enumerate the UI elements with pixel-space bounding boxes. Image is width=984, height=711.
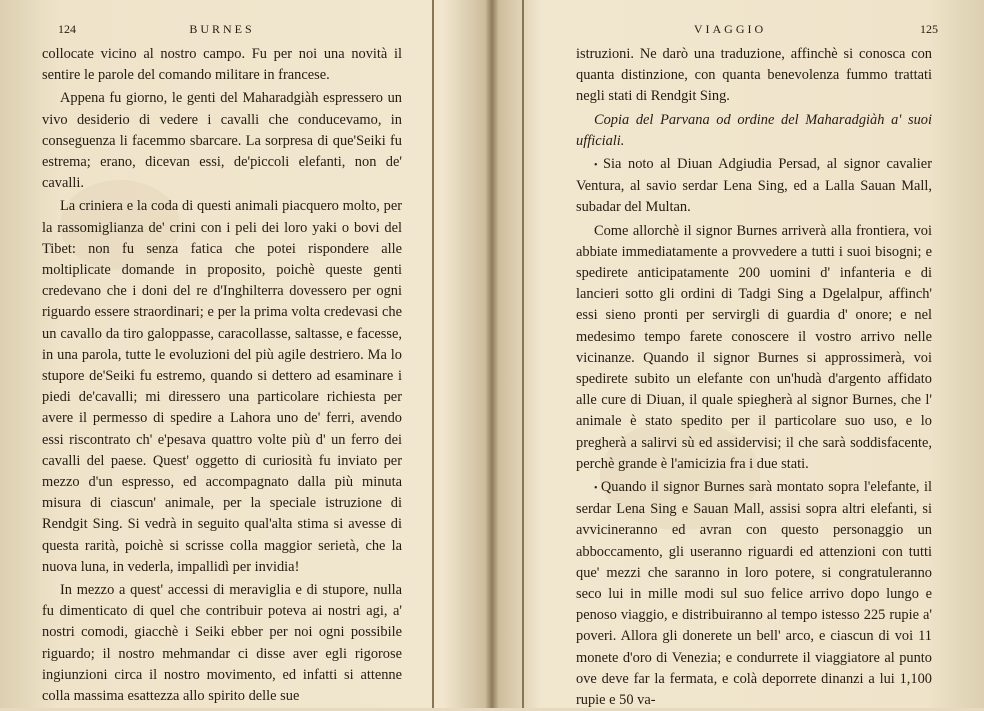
- paragraph: In mezzo a quest' accessi di meraviglia e di stupore, nulla fu dimenticato di quel che contribuir poteva ai nostri agi, a' nostri comodi, giacchè i Seiki ebber per noi ogni possibile riguardo; il nostro mehmandar ci disse aver egli rigorose ingiunzioni circa il nostro movimento, ed infatti si attenne colla massima esattezza allo spirito delle sue: [42, 582, 402, 705]
- paragraph: La criniera e la coda di questi animali piacquero molto, per la rassomiglianza de' crini con i peli dei loro yaki o bovi del Tibet: non fu senza fatica che potei rispondere alle moltiplicate domande in proposito, poichè queste genti credevano che i doni del re d'Inghilterra dovessero per ogni riguardo essere straordinari; e per la prima volta credevasi che un cavallo da tiro galoppasse, caracollasse, saltasse, e facesse, in una parola, tutte le evoluzioni del più agile destriero. Ma lo stupore de'Seiki fu estremo, quando si dettero ad esaminare i piedi de'cavalli; mi diressero una particolare richiesta per avere il permesso di spedire a Lahora uno de' ferri, avendo essi riscontrato ch' e'pesava quattro volte più d' un ferro dei cavalli del paese. Quest' oggetto di curiosità fu inviato per mezzo d'un espresso, ed accompagnato dalla più minuta misura di ciascun' animale, per la speciale istruzione di Rendgit Sing. Si vedrà in seguito qual'alta stima si avesse di questa rarità, poichè si scrisse colla maggior serietà, che la nuova luna, in vederla, impallidì per invidia!: [42, 198, 402, 575]
- page-number: 124: [58, 22, 76, 36]
- right-page-header: [552, 22, 938, 40]
- paragraph: istruzioni. Ne darò una traduzione, affinchè si conosca con quanta distinzione, con quanta benevolenza fummo trattati negli stati di Rendgit Sing.: [576, 46, 932, 105]
- page-number: 125: [920, 22, 938, 36]
- running-head: VIAGGIO: [693, 22, 767, 36]
- left-page-text: [42, 44, 402, 707]
- paragraph: • Sia noto al Diuan Adgiudia Persad, al signor cavalier Ventura, al savio serdar Lena Sing, ed a Lalla Sauan Mall, subadar del Multan.: [576, 154, 932, 219]
- paragraph: • Quando il signor Burnes sarà montato sopra l'elefante, il serdar Lena Sing e Sauan Mall, assisi sopra altri elefanti, si avvicineranno ed avran con questo personaggio un abboccamento, gli useranno riguardi ed attenzioni con tutti que' mezzi che saranno in loro potere, si congratuleranno seco lui in mille modi sul suo felice arrivo dopo lungo e penoso viaggio, e distribuiranno al tempo istesso 225 rupie a' poveri. Allora gli donerete un bell' arco, e ciascun di voi 11 monete d'oro di Venezia; e condurrete il viaggiatore al punto ove deve far la fermata, e colà deporrete dinanzi a lui 1,100 rupie e 50 va-: [576, 477, 932, 711]
- page-edge: [432, 0, 434, 708]
- paragraph-italic-heading: Copia del Parvana od ordine del Maharadgiàh a' suoi ufficiali.: [576, 111, 932, 149]
- running-head: BURNES: [189, 22, 255, 36]
- left-page: [0, 0, 490, 708]
- paragraph: collocate vicino al nostro campo. Fu per noi una novità il sentire le parole del comando militare in francese.: [42, 46, 402, 84]
- paragraph: Come allorchè il signor Burnes arriverà alla frontiera, voi abbiate immediatamente a provvedere a tutti i suoi bisogni; e spedirete anticipatamente 200 uomini d' infanteria e di lancieri sotto gli ordini di Tadgi Sing a Dgelalpur, affinch' essi sieno pronti per servirgli di guardia d' onore; e nel medesimo tempo farete conoscere il vostro arrivo nelle vicinanze. Quando il signor Burnes si approssimerà, voi spedirete subito un elefante con un'hudà d'argento affidato alle cure di Diuan, il quale spiegherà al signor Burnes, che l' animale è stato spedito per il particolare suo uso, e lo pregherà a salirvi sù ed assidervisi; il che sarà soddisfacente, perchè grande è l'amicizia fra i due stati.: [576, 222, 932, 472]
- paragraph: Appena fu giorno, le genti del Maharadgiàh espressero un vivo desiderio di vedere i cavalli che conducevamo, in conseguenza li facemmo sbarcare. La sorpresa di que'Seiki fu estrema; erano, dicevan essi, de'piccoli elefanti, non de' cavalli.: [42, 90, 402, 192]
- right-page-text: [576, 44, 932, 711]
- right-page: [494, 0, 984, 708]
- left-page-header: [44, 22, 400, 40]
- page-edge: [522, 0, 524, 708]
